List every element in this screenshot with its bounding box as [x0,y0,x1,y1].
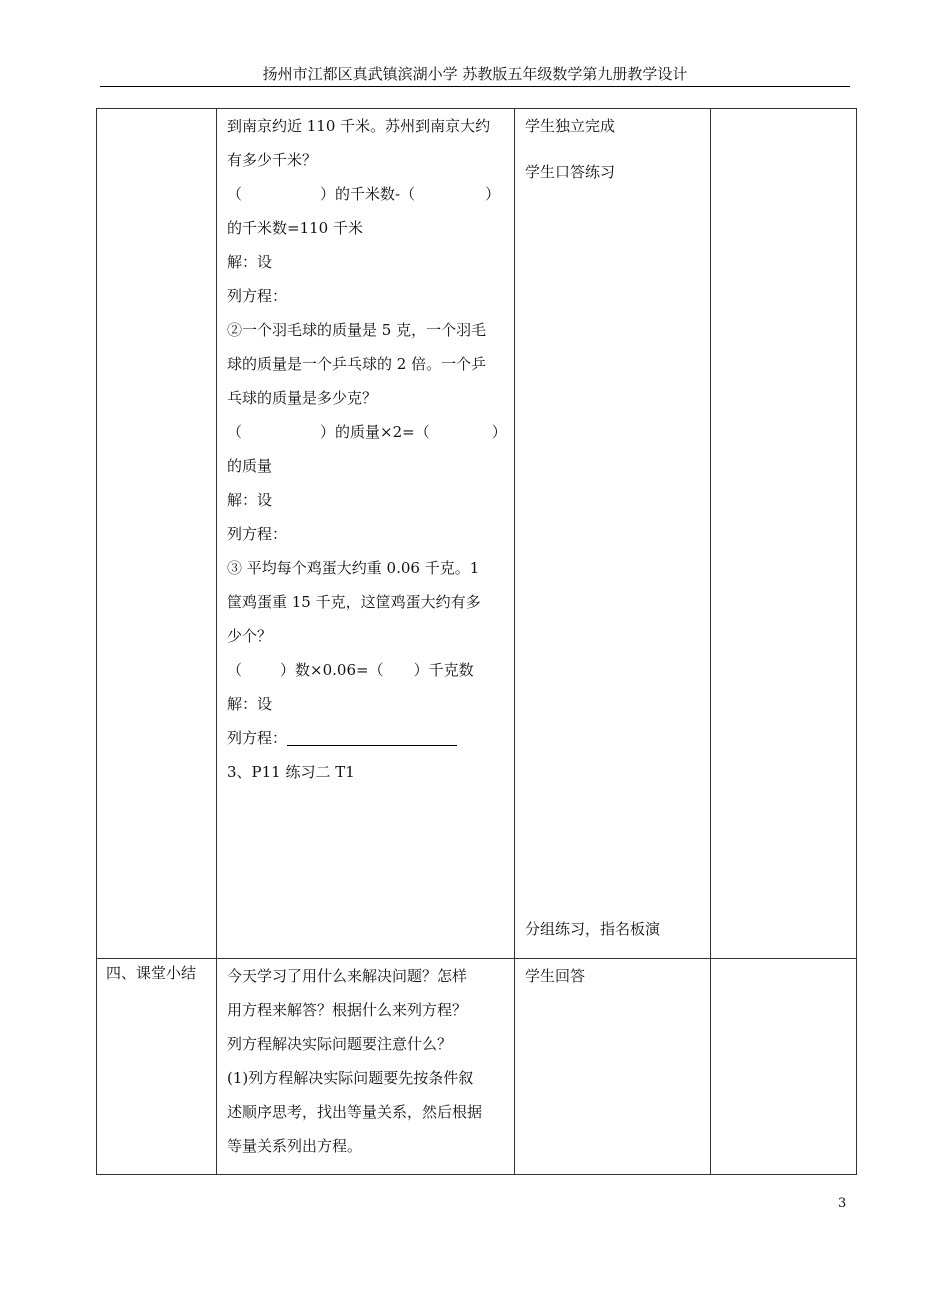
fill-text: ）的质量×2=（ [320,423,430,441]
content-line: 筐鸡蛋重 15 千克，这筐鸡蛋大约有多 [227,593,481,611]
bracket-open: （ [227,185,243,203]
content-line [227,177,504,211]
content-line [227,415,507,449]
content-line: 有多少千米？ [227,151,318,169]
notes-cell [711,109,857,959]
table-row [97,959,857,1175]
content-line: 解：设 [227,491,273,509]
page-header: 扬州市江都区真武镇滨湖小学 苏教版五年级数学第九册教学设计 [262,65,688,83]
student-activity: 学生口答练习 [525,163,616,181]
content-line: 少个？ [227,627,273,645]
content-line: 述顺序思考，找出等量关系，然后根据 [227,1103,483,1121]
table-row [97,109,857,959]
equation-label: 列方程： [227,729,288,747]
content-cell [217,959,515,1175]
content-line: ②一个羽毛球的质量是 5 克，一个羽毛 [227,321,487,339]
fill-text: ）的千米数-（ [320,185,416,203]
student-activity: 学生回答 [525,967,586,985]
stage-label: 四、课堂小结 [106,964,197,982]
content-line: 乓球的质量是多少克？ [227,389,378,407]
bracket-open: （ [227,661,243,679]
bracket-close: ） [491,423,507,441]
bracket-open: （ [227,423,243,441]
content-line: 列方程： [227,525,288,543]
lesson-plan-table [96,108,857,1175]
content-line: 的千米数=110 千米 [227,219,363,237]
stage-cell [97,959,217,1175]
page-number: 3 [838,1196,847,1211]
student-activity: 学生独立完成 [525,117,616,135]
fill-text: ）千克数 [413,661,474,679]
content-line: 今天学习了用什么来解决问题？怎样 [227,967,468,985]
content-line: (1)列方程解决实际问题要先按条件叙 [227,1069,474,1087]
content-line: 用方程来解答？根据什么来列方程？ [227,1001,468,1019]
content-line: 球的质量是一个乒乓球的 2 倍。一个乒 [227,355,487,373]
content-line [227,653,504,687]
content-line: 解：设 [227,253,273,271]
content-line: 解：设 [227,695,273,713]
notes-cell [711,959,857,1175]
content-line: 等量关系列出方程。 [227,1137,363,1155]
fill-text: ）数×0.06=（ [280,661,384,679]
content-line [227,721,504,755]
content-line: ③ 平均每个鸡蛋大约重 0.06 千克。1 [227,559,480,577]
student-activity: 分组练习，指名板演 [525,920,661,938]
answer-underline [287,727,457,746]
content-line: 3、P11 练习二 T1 [227,763,355,781]
content-line: 列方程： [227,287,288,305]
header-rule [100,86,850,87]
content-line: 的质量 [227,457,273,475]
bracket-close: ） [485,185,501,203]
student-activity-cell [515,109,711,959]
content-line: 到南京约近 110 千米。苏州到南京大约 [227,117,491,135]
content-cell [217,109,515,959]
student-activity-cell [515,959,711,1175]
content-line: 列方程解决实际问题要注意什么？ [227,1035,453,1053]
stage-cell [97,109,217,959]
